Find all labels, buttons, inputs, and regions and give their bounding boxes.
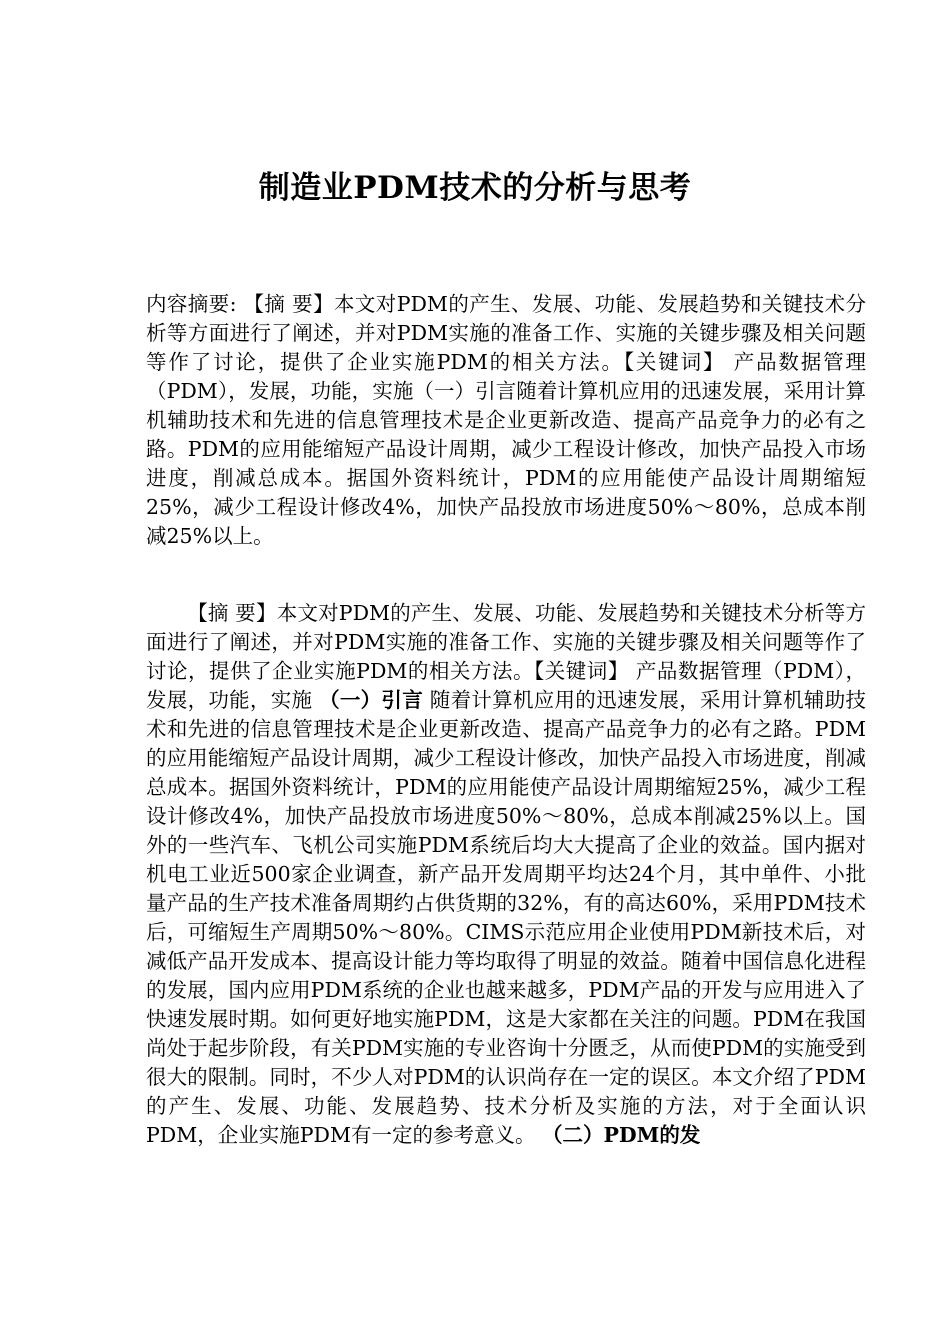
main-paragraph [146,599,866,1150]
summary-paragraph: 内容摘要: 【摘 要】本文对PDM的产生、发展、功能、发展趋势和关键技术分析等方面进行了阐述，并对PDM实施的准备工作、实施的关键步骤及相关问题等作了讨论，提供了企业实施PDM的相关方法。【关键词】 产品数据管理（PDM），发展，功能，实施（一）引言随着计算机应用的迅速发展，采用计算机辅助技术和先进的信息管理技术是企业更新改造、提高产品竞争力的必有之路。PDM的应用能缩短产品设计周期，减少工程设计修改，加快产品投入市场进度，削减总成本。据国外资料统计，PDM的应用能使产品设计周期缩短25%，减少工程设计修改4%，加快产品投放市场进度50%～80%，总成本削减25%以上。 [146,292,866,548]
main-text-part2: 随着计算机应用的迅速发展，采用计算机辅助技术和先进的信息管理技术是企业更新改造、提高产品竞争力的必有之路。PDM的应用能缩短产品设计周期，减少工程设计修改，加快产品投入市场进度，削减总成本。据国外资料统计，PDM的应用能使产品设计周期缩短25%，减少工程设计修改4%，加快产品投放市场进度50%～80%，总成本削减25%以上。国外的一些汽车、飞机公司实施PDM系统后均大大提高了企业的效益。国内据对机电工业近500家企业调查，新产品开发周期平均达24个月，其中单件、小批量产品的生产技术准备周期约占供货期的32%，有的高达60%，采用PDM技术后，可缩短生产周期50%～80%。CIMS示范应用企业使用PDM新技术后，对减低产品开发成本、提高设计能力等均取得了明显的效益。随着中国信息化进程的发展，国内应用PDM系统的企业也越来越多，PDM产品的开发与应用进入了快速发展时期。如何更好地实施PDM，这是大家都在关注的问题。PDM在我国尚处于起步阶段，有关PDM实施的专业咨询十分匮乏，从而使PDM的实施受到很大的限制。同时，不少人对PDM的认识尚存在一定的误区。本文介绍了PDM的产生、发展、功能、发展趋势、技术分析及实施的方法，对于全面认识PDM，企业实施PDM有一定的参考意义。 [146,688,866,1147]
section-heading-intro: （一）引言 [319,688,423,712]
document-title: 制造业PDM技术的分析与思考 [258,170,692,206]
section-heading-next: （二）PDM的发 [541,1123,701,1147]
main-text-part1: 【摘 要】本文对PDM的产生、发展、功能、发展趋势和关键技术分析等方面进行了阐述，并对PDM实施的准备工作、实施的关键步骤及相关问题等作了讨论，提供了企业实施PDM的相关方法。【关键词】 产品数据管理（PDM），发展，功能，实施 [146,601,866,712]
